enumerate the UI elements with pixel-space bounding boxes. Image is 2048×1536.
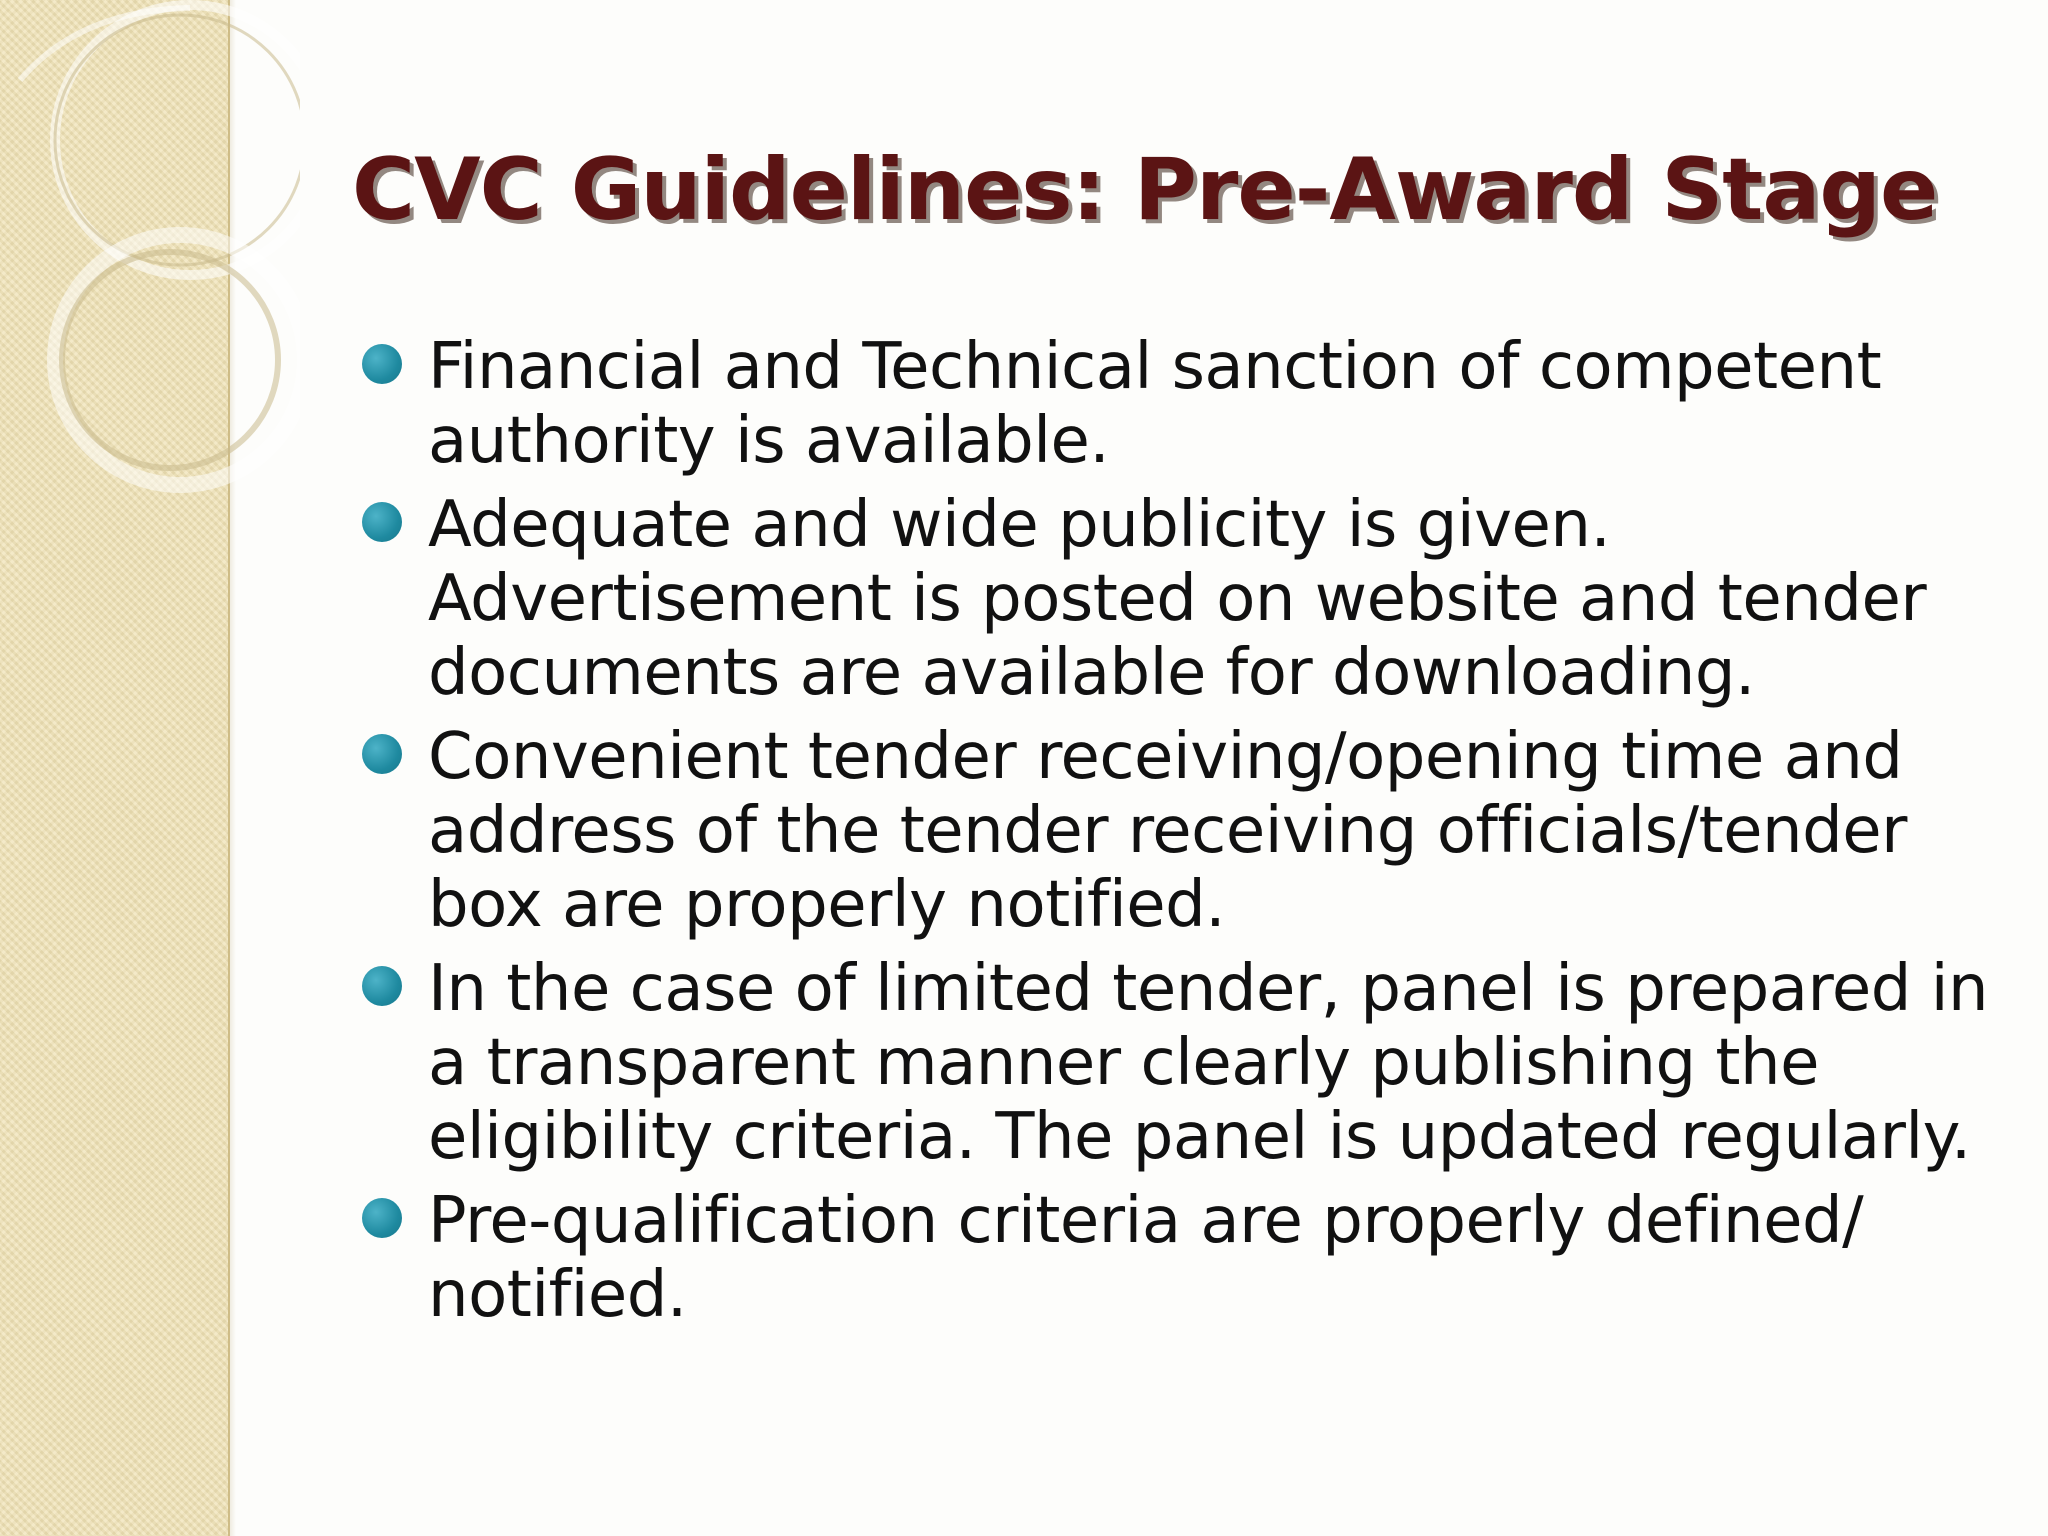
bullet-item: [362, 952, 2002, 1174]
bullet-dot-icon: [362, 734, 402, 774]
bullet-text: In the case of limited tender, panel is prepared in a transparent manner clearly publishing the eligibility criteria. The panel is updated regularly.: [428, 952, 1989, 1174]
bullet-dot-icon: [362, 1198, 402, 1238]
bullet-item: [362, 720, 2002, 942]
bullet-text: Adequate and wide publicity is given. Advertisement is posted on website and tender documents are available for downloading.: [428, 488, 1927, 710]
bullet-list: [362, 330, 2002, 1342]
bullet-item: [362, 1184, 2002, 1332]
decorative-rings-icon: [0, 0, 300, 520]
bullet-text: Financial and Technical sanction of competent authority is available.: [428, 330, 1882, 478]
bullet-item: [362, 330, 2002, 478]
slide-title: CVC Guidelines: Pre-Award Stage: [352, 140, 1938, 240]
bullet-dot-icon: [362, 502, 402, 542]
bullet-text: Convenient tender receiving/opening time and address of the tender receiving officials/tender box are properly notified.: [428, 720, 1907, 942]
bullet-text: Pre-qualification criteria are properly defined/ notified.: [428, 1184, 1864, 1332]
bullet-dot-icon: [362, 344, 402, 384]
bullet-dot-icon: [362, 966, 402, 1006]
bullet-item: [362, 488, 2002, 710]
